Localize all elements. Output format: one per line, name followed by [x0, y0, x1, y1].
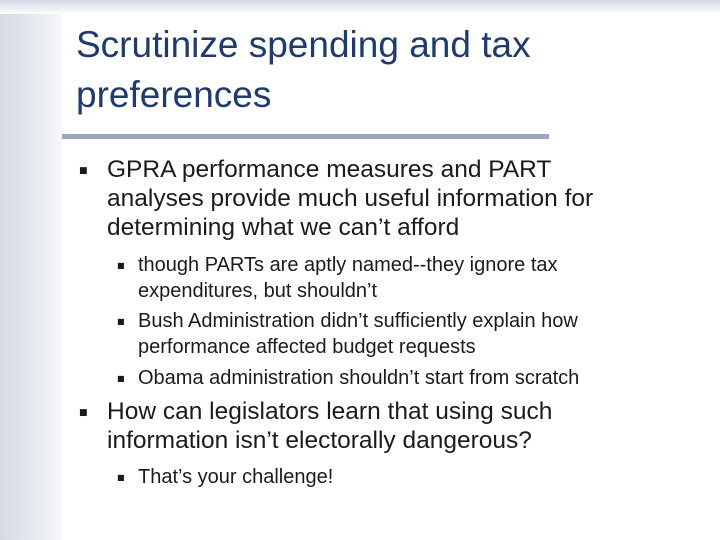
sub-bullet-line: Obama administration shouldn’t start from scratch — [138, 367, 580, 389]
sub-bullet-line: That’s your challenge! — [138, 466, 334, 488]
sub-bullet-item-text — [138, 464, 333, 490]
bullet-line: information isn’t electorally dangerous? — [107, 427, 532, 454]
bullet-line: analyses provide much useful information for — [107, 185, 594, 212]
bullet-square-icon: ■ — [79, 408, 88, 418]
bullet-line: determining what we can’t afford — [107, 214, 460, 241]
sub-bullet-square-icon: ■ — [117, 317, 125, 326]
sub-bullet-item-text — [138, 308, 578, 360]
sub-bullet-line: expenditures, but shouldn’t — [138, 280, 378, 302]
sub-bullet-square-icon: ■ — [117, 261, 125, 270]
bullet-line: GPRA performance measures and PART — [107, 156, 552, 183]
slide-title-line: preferences — [76, 74, 272, 115]
sub-bullet-square-icon: ■ — [117, 473, 125, 482]
bullet-item-text — [107, 397, 552, 455]
sub-bullet-line: though PARTs are aptly named--they ignore tax — [138, 254, 558, 276]
slide-title-line: Scrutinize spending and tax — [76, 24, 531, 65]
bullet-square-icon: ■ — [79, 166, 88, 176]
bullet-item-text — [107, 155, 593, 242]
sub-bullet-item-text — [138, 365, 579, 391]
sub-bullet-item-text — [138, 252, 558, 304]
sub-bullet-line: Bush Administration didn’t sufficiently explain how — [138, 310, 578, 332]
bullet-line: How can legislators learn that using such — [107, 398, 553, 425]
sub-bullet-square-icon: ■ — [117, 374, 125, 383]
sub-bullet-line: performance affected budget requests — [138, 336, 476, 358]
